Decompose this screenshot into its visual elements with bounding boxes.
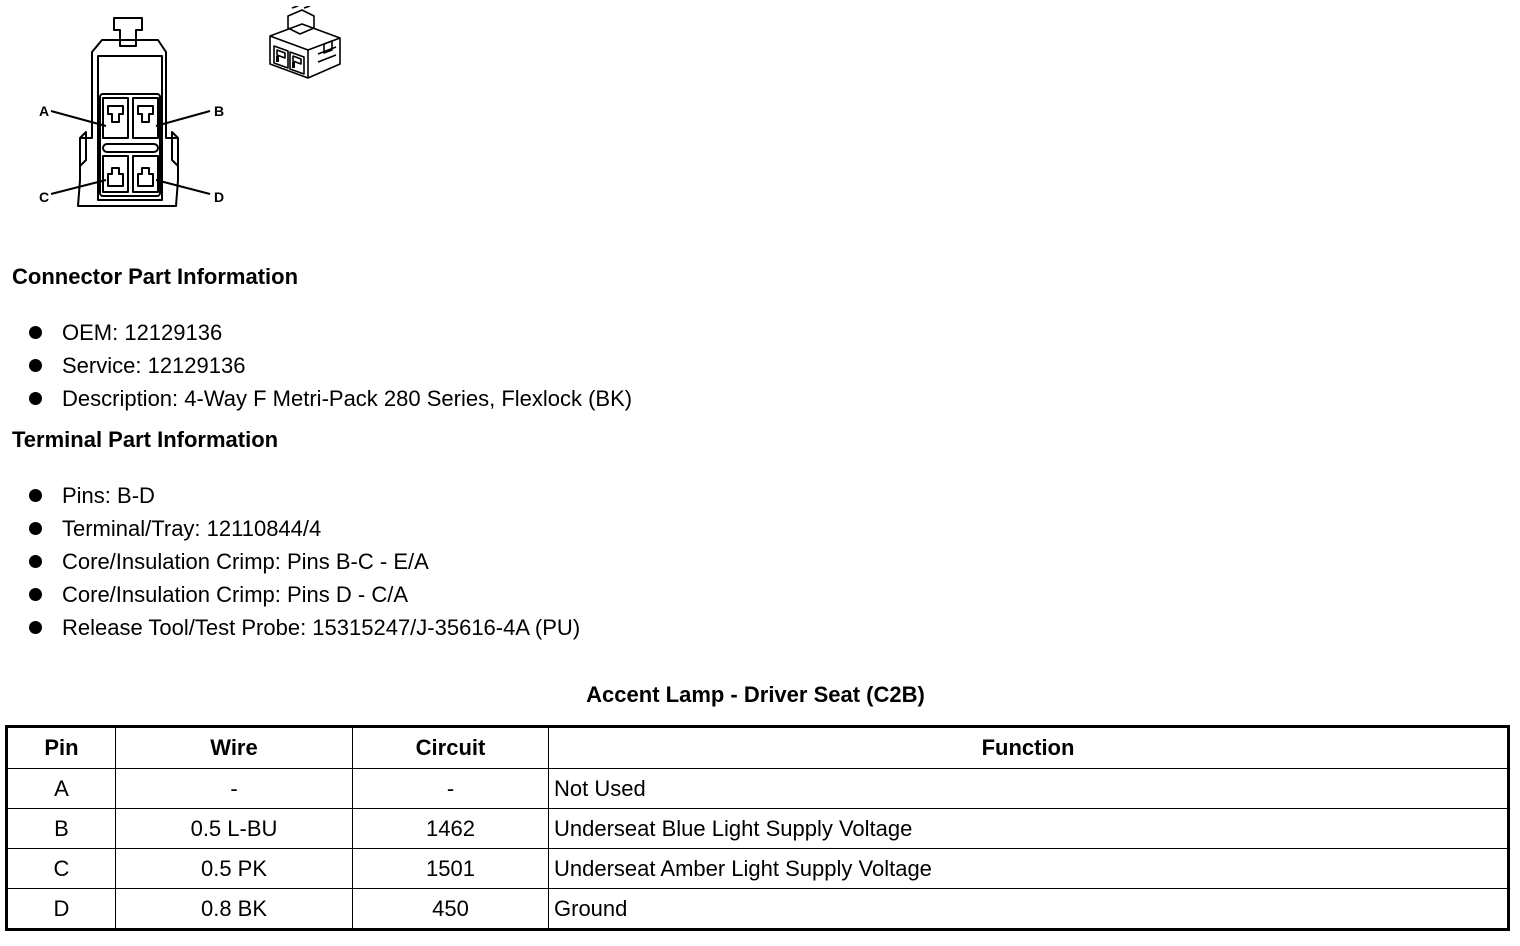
circuit-cell: 1501 [353,849,549,889]
function-cell: Not Used [549,769,1509,809]
circuit-cell: - [353,769,549,809]
connector-isometric-image [262,6,352,86]
connector-part-info-heading: Connector Part Information [12,264,299,289]
table-row [7,889,1509,930]
table-row [7,849,1509,889]
terminal-part-info-list [28,479,580,644]
list-item: Terminal/Tray: 12110844/4 [28,512,580,545]
pin-cell: C [7,849,116,889]
column-header-circuit: Circuit [353,727,549,769]
pin-cell: D [7,889,116,930]
pin-label-d: D [214,189,225,205]
table-row [7,769,1509,809]
wire-cell: 0.5 L-BU [116,809,353,849]
table-row [7,809,1509,849]
list-item: Pins: B-D [28,479,580,512]
list-item: Release Tool/Test Probe: 15315247/J-35616-4A (PU) [28,611,580,644]
pin-cell: B [7,809,116,849]
function-cell: Underseat Amber Light Supply Voltage [549,849,1509,889]
connector-part-info-list [28,316,632,415]
list-item: Description: 4-Way F Metri-Pack 280 Series, Flexlock (BK) [28,382,632,415]
circuit-cell: 450 [353,889,549,930]
function-cell: Underseat Blue Light Supply Voltage [549,809,1509,849]
list-item: Core/Insulation Crimp: Pins B-C - E/A [28,545,580,578]
column-header-function: Function [549,727,1509,769]
pin-label-c: C [39,189,50,205]
pin-cell: A [7,769,116,809]
column-header-pin: Pin [7,727,116,769]
wire-cell: 0.8 BK [116,889,353,930]
pin-label-a: A [39,103,50,119]
pin-table-title: Accent Lamp - Driver Seat (C2B) [586,682,925,707]
function-cell: Ground [549,889,1509,930]
terminal-part-info-heading: Terminal Part Information [12,427,279,452]
connector-face-diagram [30,10,240,215]
list-item: Service: 12129136 [28,349,632,382]
pin-label-b: B [214,103,225,119]
circuit-cell: 1462 [353,809,549,849]
column-header-wire: Wire [116,727,353,769]
wire-cell: 0.5 PK [116,849,353,889]
wire-cell: - [116,769,353,809]
pin-table [5,725,1510,931]
list-item: Core/Insulation Crimp: Pins D - C/A [28,578,580,611]
table-header-row [7,727,1509,769]
list-item: OEM: 12129136 [28,316,632,349]
